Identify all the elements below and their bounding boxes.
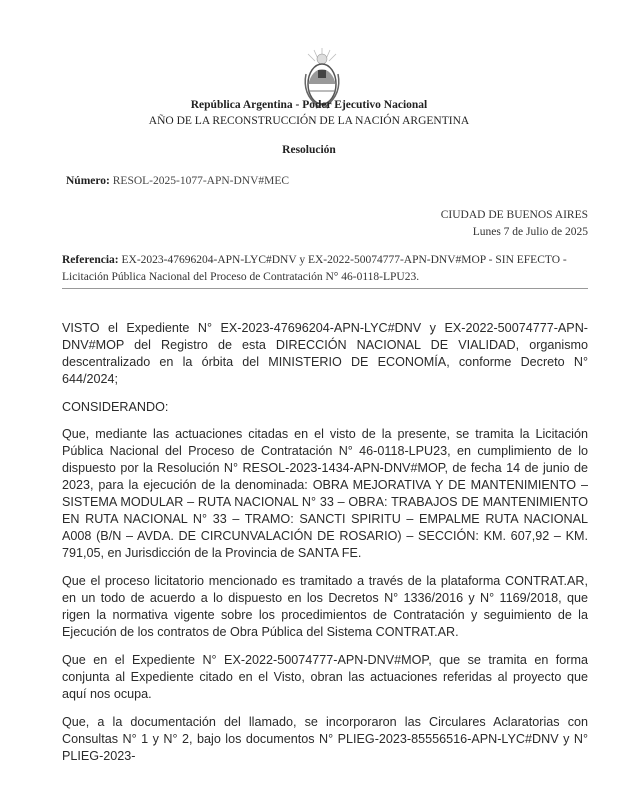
- paragraph: Que, a la documentación del llamado, se incorporaron las Circulares Aclaratorias con Consultas N° 1 y N° 2, bajo los documentos N° PLIEG-2023-85556516-APN-LYC#DNV y N° PLIEG-2023-: [62, 715, 588, 763]
- issuer-title: República Argentina - Poder Ejecutivo Nacional: [190, 99, 428, 111]
- referencia-label: Referencia:: [62, 254, 119, 266]
- document-body: [62, 320, 588, 776]
- considerando-heading: CONSIDERANDO:: [62, 400, 169, 414]
- visto-paragraph: VISTO el Expediente N° EX-2023-47696204-APN-LYC#DNV y EX-2022-50074777-APN-DNV#MOP del Registro de esta DIRECCIÓN NACIONAL DE VIALIDAD, organismo descentralizado en la órbita del MINISTERIO DE ECONOMÍA, conforme Decreto N° 644/2024;: [62, 321, 588, 386]
- document-number: [66, 175, 289, 187]
- paragraph: Que el proceso licitatorio mencionado es tramitado a través de la plataforma CONTRAT.AR, en un todo de acuerdo a lo dispuesto en los Decretos N° 1336/2016 y N° 1169/2018, que rigen la normativa vigente sobre los procedimientos de Contratación y seguimiento de la Ejecución de los contratos de Obra Pública del Sistema CONTRAT.AR.: [62, 574, 588, 639]
- paragraph: Que en el Expediente N° EX-2022-50074777-APN-DNV#MOP, que se tramita en forma conjunta al Expediente citado en el Visto, obran las actuaciones referidas al proyecto que aquí nos ocupa.: [62, 653, 588, 701]
- place-date: [441, 207, 588, 241]
- document-type: Resolución: [282, 144, 336, 156]
- numero-value: RESOL-2025-1077-APN-DNV#MEC: [112, 175, 290, 187]
- paragraph: Que, mediante las actuaciones citadas en el visto de la presente, se tramita la Licitación Pública Nacional del Proceso de Contratación N° 46-0118-LPU23, en cumplimiento de lo dispuesto por la Resolución N° RESOL-2023-1434-APN-DNV#MOP, de fecha 14 de junio de 2023, para la ejecución de la denominada: OBRA MEJORATIVA Y DE MANTENIMIENTO – SISTEMA MODULAR – RUTA NACIONAL N° 33 – OBRA: TRABAJOS DE MANTENIMIENTO EN RUTA NACIONAL N° 33 – TRAMO: SANCTI SPIRITU – EMPALME RUTA NACIONAL A008 (B/N – AVDA. DE CIRCUNVALACIÓN DE ROSARIO) – SECCIÓN: KM. 607,92 – KM. 791,05, en Jurisdicción de la Provincia de SANTA FE.: [62, 427, 588, 560]
- divider: [62, 288, 588, 289]
- reference: [62, 252, 592, 286]
- date: Lunes 7 de Julio de 2025: [472, 226, 588, 238]
- numero-label: Número:: [66, 175, 110, 187]
- referencia-text: EX-2023-47696204-APN-LYC#DNV y EX-2022-50074777-APN-DNV#MOP - SIN EFECTO - Licitación Pública Nacional del Proceso de Contratación N° 46-0118-LPU23.: [62, 254, 567, 283]
- year-motto: AÑO DE LA RECONSTRUCCIÓN DE LA NACIÓN ARGENTINA: [148, 115, 470, 127]
- city: CIUDAD DE BUENOS AIRES: [440, 209, 588, 221]
